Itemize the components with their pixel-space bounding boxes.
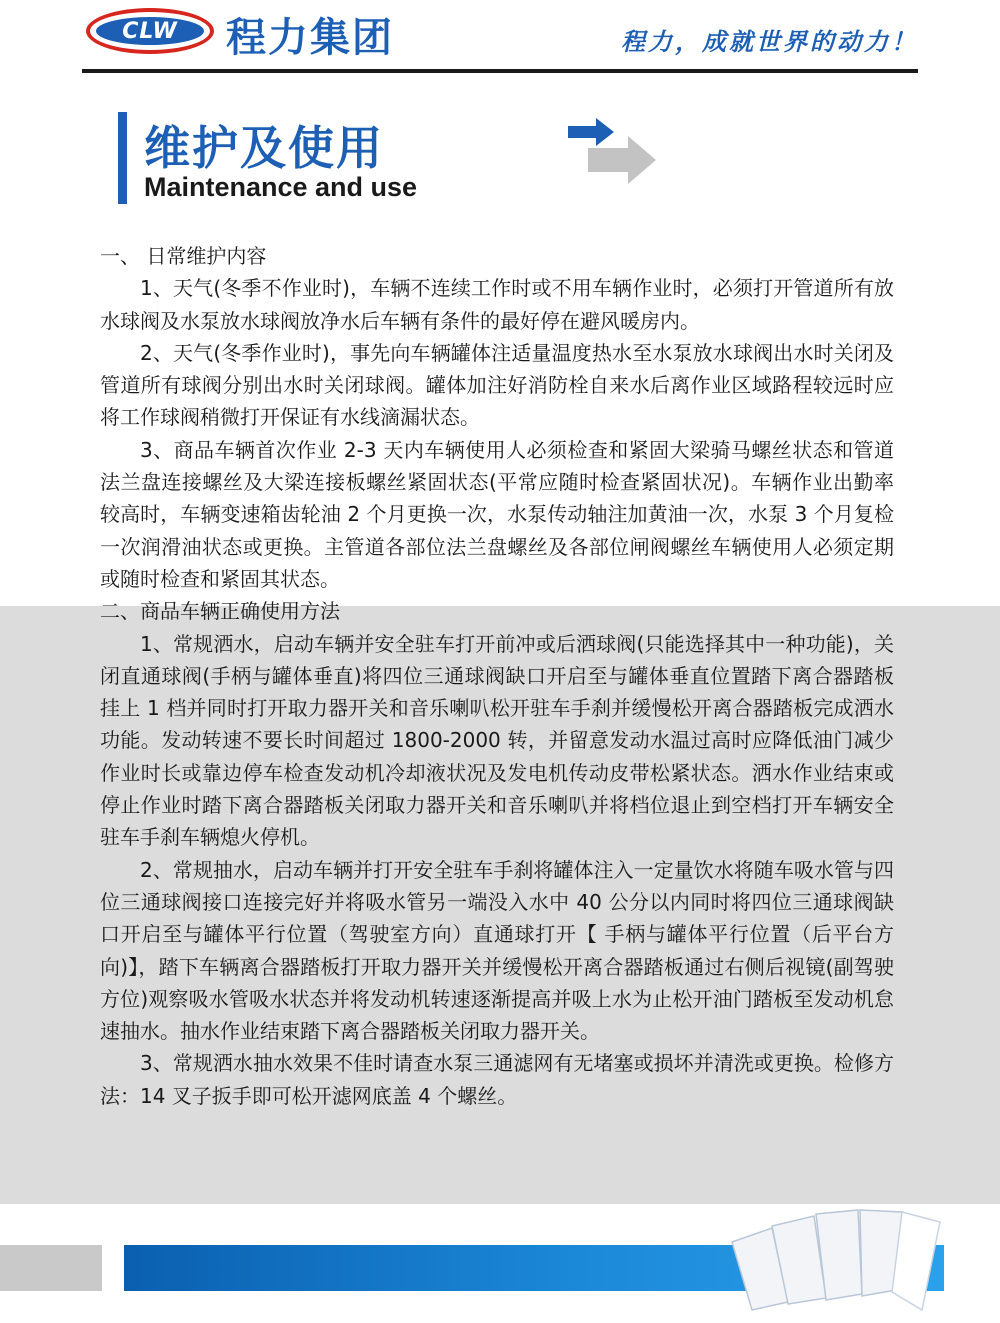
paragraph: 3、商品车辆首次作业 2-3 天内车辆使用人必须检查和紧固大梁骑马螺丝状态和管道法兰盘连接螺丝及大梁连接板螺丝紧固状态(平常应随时检查紧固状况)。车辆作业出勤率较高时，车辆变速箱齿轮油 2 个月更换一次，水泵传动轴注加黄油一次，水泵 3 个月复检一次润滑油状态或更换。主管道各部位法兰盘螺丝及各部位闸阀螺丝车辆使用人必须定期或随时检查和紧固其状态。 [100,437,894,591]
double-arrow-icon [566,118,658,184]
logo-badge [96,17,204,45]
page-header [0,0,1000,72]
document-body [100,240,894,1112]
paragraph: 2、天气(冬季作业时)，事先向车辆罐体注适量温度热水至水泵放水球阀出水时关闭及管道所有球阀分别出水时关闭球阀。罐体加注好消防栓自来水后离作业区域路程较远时应将工作球阀稍微打开保证有水线滴漏状态。 [100,340,894,430]
page-subtitle: Maintenance and use [144,172,418,202]
logo-abbreviation: CLW [122,18,178,44]
paragraph: 1、天气(冬季不作业时)，车辆不连续工作时或不用车辆作业时，必须打开管道所有放水球阀及水泵放水球阀放净水后车辆有条件的最好停在避风暖房内。 [100,276,894,333]
company-logo [86,8,214,54]
footer-chevron-decoration [726,1206,946,1316]
company-slogan: 程力，成就世界的动力！ [621,27,918,56]
section-heading: 一、 日常维护内容 [100,244,267,268]
paragraph: 2、常规抽水，启动车辆并打开安全驻车手刹将罐体注入一定量饮水将随车吸水管与四位三通球阀接口连接完好并将吸水管另一端没入水中 40 公分以内同时将四位三通球阀缺口开启至与罐体平行位置（驾驶室方向）直通球打开【 手柄与罐体平行位置（后平台方向)】，踏下车辆离合器踏板打开取力器开关并缓慢松开离合器踏板通过右侧后视镜(副驾驶方位)观察吸水管吸水状态并将发动机转速逐渐提高并吸上水为止松开油门踏板至发动机怠速抽水。抽水作业结束踏下离合器踏板关闭取力器开关。 [100,857,894,1044]
blue-arrow-icon [568,118,614,146]
section-heading: 二、商品车辆正确使用方法 [100,599,340,624]
paragraph: 3、常规洒水抽水效果不佳时请查水泵三通滤网有无堵塞或损坏并清洗或更换。检修方法：14 叉子扳手即可松开滤网底盖 4 个螺丝。 [100,1051,894,1108]
footer-gray-block [0,1245,102,1291]
page-title: 维护及使用 [144,121,384,175]
company-name: 程力集团 [226,15,394,61]
header-divider [82,69,918,73]
title-accent-bar [118,112,127,204]
paragraph: 1、常规洒水，启动车辆并安全驻车打开前冲或后洒球阀(只能选择其中一种功能)，关闭直通球阀(手柄与罐体垂直)将四位三通球阀缺口开启至与罐体垂直位置踏下离合器踏板挂上 1 档并同时打开取力器开关和音乐喇叭松开驻车手刹并缓慢松开离合器踏板完成洒水功能。发动转速不要长时间超过 1800-2000 转，并留意发动水温过高时应降低油门减少作业时长或靠边停车检查发动机冷却液状况及发电机传动皮带松紧状态。洒水作业结束或停止作业时踏下离合器踏板关闭取力器开关和音乐喇叭并将档位退止到空档打开车辆安全驻车手刹车辆熄火停机。 [100,631,894,850]
